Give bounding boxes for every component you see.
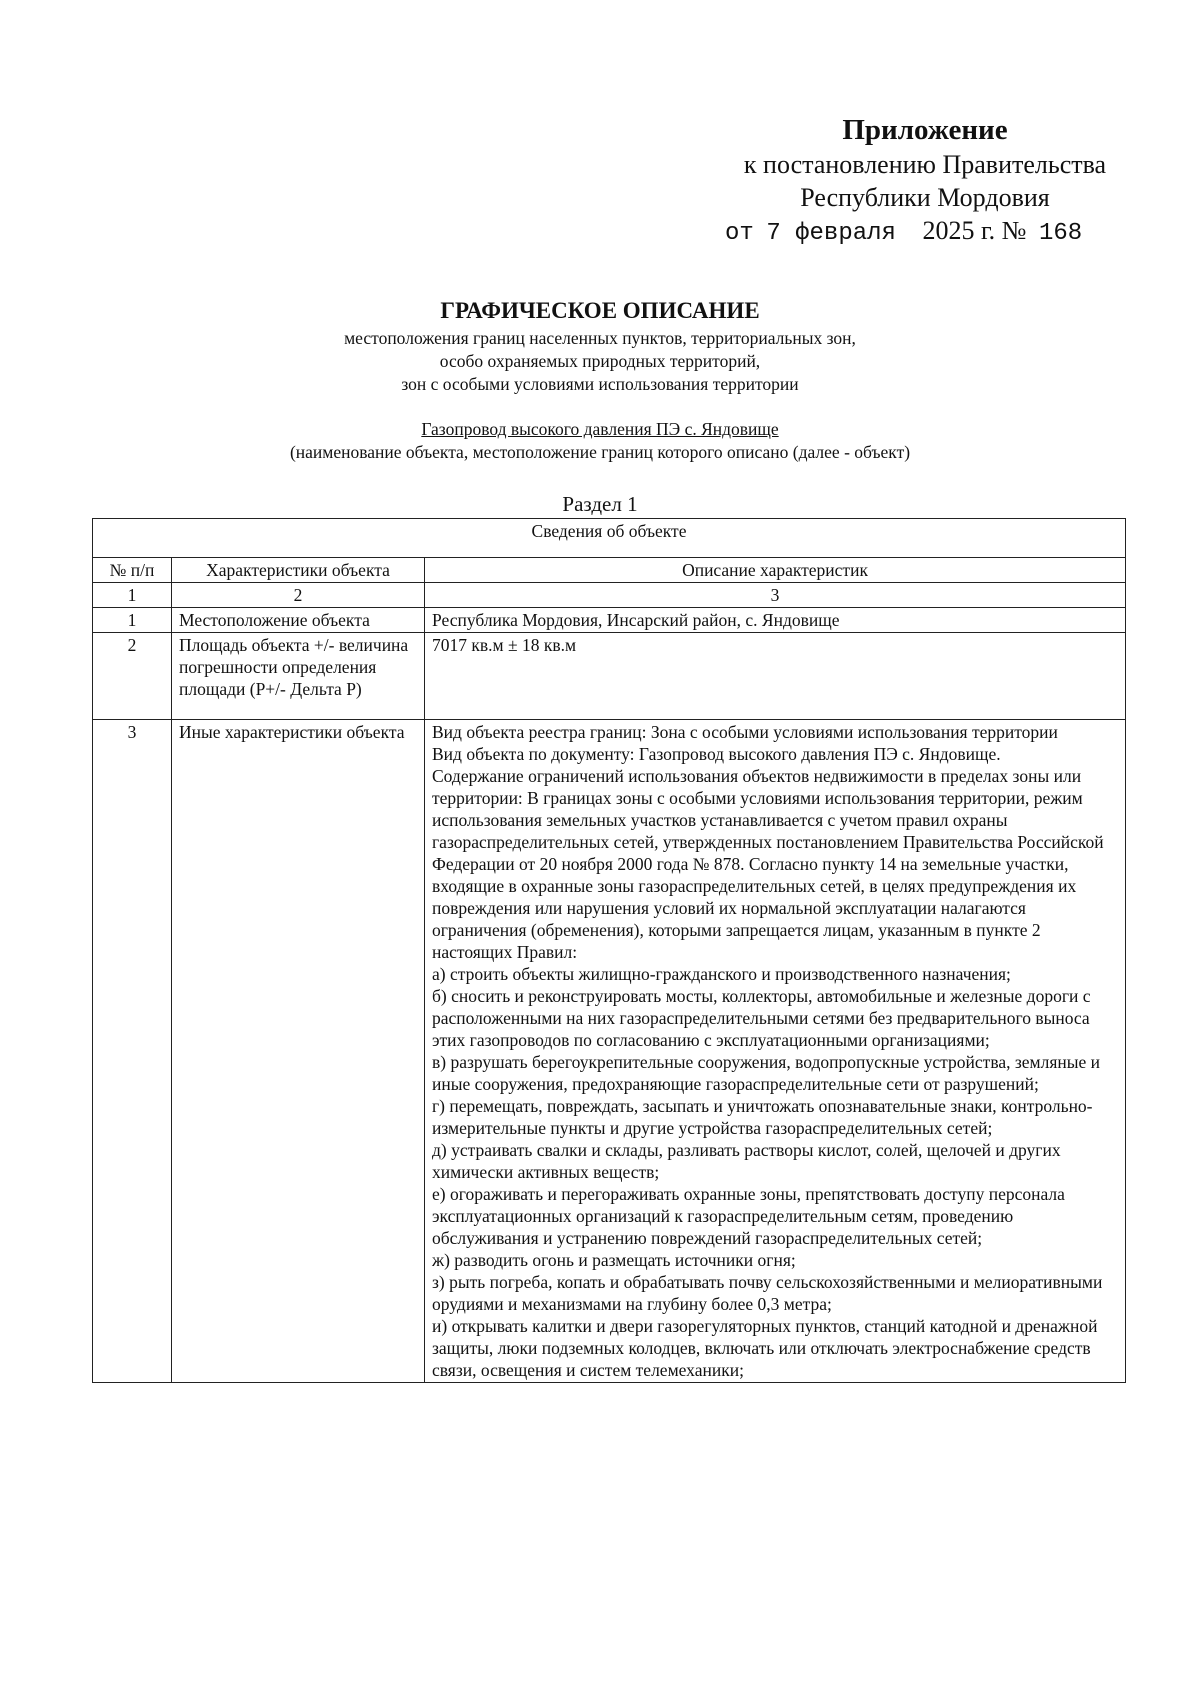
table-caption-row [93,519,1126,558]
table-row [93,720,1126,1383]
object-name: Газопровод высокого давления ПЭ с. Яндовище [421,419,779,439]
desc-paragraph: д) устраивать свалки и склады, разливать растворы кислот, солей, щелочей и других химически активных веществ; [432,1140,1061,1182]
index-cell: 2 [172,583,425,608]
row-num: 3 [93,720,172,1383]
document-subtitle [0,327,1200,396]
index-cell: 3 [425,583,1126,608]
desc-paragraph: з) рыть погреба, копать и обрабатывать почву сельскохозяйственными и мелиоративными орудиями и механизмами на глубину более 0,3 метра; [432,1272,1103,1314]
row-name: Местоположение объекта [172,608,425,633]
document-title: ГРАФИЧЕСКОЕ ОПИСАНИЕ [440,298,760,323]
row-desc [425,608,1126,633]
appendix-date-line [715,214,1135,250]
header-description: Описание характеристик [425,558,1126,583]
object-note: (наименование объекта, местоположение границ которого описано (далее - объект) [289,442,911,462]
document-number: 168 [1038,220,1083,247]
header-num: № п/п [93,558,172,583]
table-index-row [93,583,1126,608]
subtitle-line: зон с особыми условиями использования территории [401,374,799,394]
appendix-title: Приложение [842,114,1008,146]
appendix-block [715,112,1135,250]
desc-paragraph: а) строить объекты жилищно-гражданского и производственного назначения; [432,964,1011,984]
desc-paragraph: 7017 кв.м ± 18 кв.м [432,635,577,655]
desc-paragraph: Республика Мордовия, Инсарский район, с. Яндовище [432,610,840,630]
date-prefix: от [725,220,754,247]
index-cell: 1 [93,583,172,608]
row-num: 1 [93,608,172,633]
row-name: Площадь объекта +/- величина погрешности определения площади (Р+/- Дельта Р) [172,633,425,720]
desc-paragraph: е) огораживать и перегораживать охранные зоны, препятствовать доступу персонала эксплуатационных организаций к газораспределительным сетям, проведению обслуживания и устранению повреждений газораспределительных сетей; [432,1184,1065,1248]
appendix-line2: Республики Мордовия [800,183,1050,212]
section-title: Раздел 1 [562,492,638,516]
desc-paragraph: ж) разводить огонь и размещать источники огня; [432,1250,796,1270]
date-year: 2025 г. [922,216,996,245]
header-characteristic: Характеристики объекта [172,558,425,583]
row-desc [425,633,1126,720]
table-header-row [93,558,1126,583]
subtitle-line: местоположения границ населенных пунктов, территориальных зон, [344,328,856,348]
row-desc [425,720,1126,1383]
subtitle-line: особо охраняемых природных территорий, [439,351,761,371]
desc-paragraph: Вид объекта по документу: Газопровод высокого давления ПЭ с. Яндовище. [432,744,1001,764]
number-label: № [1001,216,1027,245]
desc-paragraph: г) перемещать, повреждать, засыпать и уничтожать опознавательные знаки, контрольно-измерительные пункты и другие устройства газораспределительных сетей; [432,1096,1093,1138]
appendix-line1: к постановлению Правительства [743,150,1107,179]
row-num: 2 [93,633,172,720]
row-name: Иные характеристики объекта [172,720,425,1383]
desc-paragraph: в) разрушать берегоукрепительные сооружения, водопропускные устройства, земляные и иные сооружения, предохраняющие газораспределительные сети от разрушений; [432,1052,1101,1094]
table-caption: Сведения об объекте [93,519,1126,558]
desc-paragraph: и) открывать калитки и двери газорегуляторных пунктов, станций катодной и дренажной защиты, люки подземных колодцев, включать или отключать электроснабжение средств связи, освещения и систем телемеханики; [432,1316,1098,1380]
object-info-table [92,518,1126,1383]
desc-paragraph: б) сносить и реконструировать мосты, коллекторы, автомобильные и железные дороги с расположенными на них газораспределительными сетями без предварительного выноса этих газопроводов по согласованию с эксплуатационными организациями; [432,986,1091,1050]
desc-paragraph: Содержание ограничений использования объектов недвижимости в пределах зоны или территории: В границах зоны с особыми условиями использования территории, режим использования земельных участков устанавливается с учетом правил охраны газораспределительных сетей, утвержденных постановлением Правительства Российской Федерации от 20 ноября 2000 года № 878. Согласно пункту 14 на земельные участки, входящие в охранные зоны газораспределительных сетей, в целях предупреждения их повреждения или нарушения условий их нормальной эксплуатации налагаются ограничения (обременения), которыми запрещается лицам, указанным в пункте 2 настоящих Правил: [432,766,1104,962]
desc-paragraph: Вид объекта реестра границ: Зона с особыми условиями использования территории [432,722,1058,742]
table-row [93,608,1126,633]
date-value: 7 февраля [766,220,896,247]
table-row [93,633,1126,720]
